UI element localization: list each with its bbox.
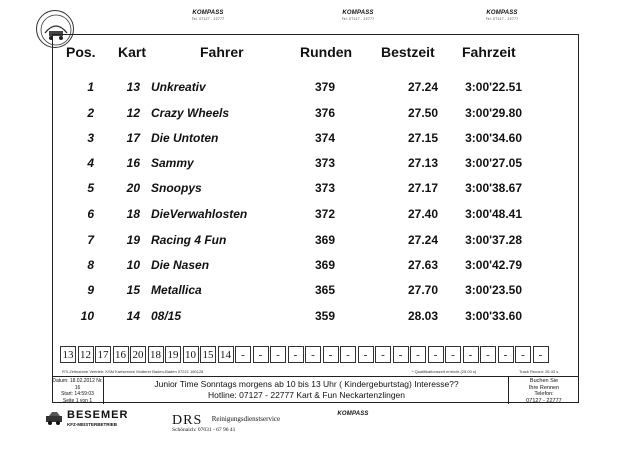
position: 7 — [87, 233, 94, 247]
kart-number: 13 — [126, 80, 140, 94]
kart-number: 12 — [126, 106, 140, 120]
kart-box: - — [428, 346, 444, 363]
driver-name: Snoopys — [151, 181, 202, 195]
kart-number: 16 — [126, 156, 140, 170]
kart-box: - — [358, 346, 374, 363]
kart-box: - — [480, 346, 496, 363]
result-row — [0, 309, 639, 325]
kart-box: 13 — [60, 346, 76, 363]
laps: 376 — [314, 106, 336, 120]
result-row — [0, 207, 639, 223]
result-row — [0, 80, 639, 96]
kart-box: - — [498, 346, 514, 363]
kart-box: - — [393, 346, 409, 363]
position: 2 — [87, 106, 94, 120]
sponsor-logo-bottom: KOMPASS — [337, 411, 369, 417]
sponsor-logo: KOMPASS Tel. 07127 - 22777 — [485, 10, 519, 21]
result-row — [0, 233, 639, 249]
laps: 374 — [314, 131, 336, 145]
drs-tagline: Reinigungsdienstservice — [211, 415, 281, 423]
car-icon — [44, 408, 64, 428]
kart-box: 18 — [148, 346, 164, 363]
total-time: 3:00'37.28 — [465, 233, 522, 247]
position: 3 — [87, 131, 94, 145]
info-bar — [52, 376, 579, 404]
best-time: 27.40 — [407, 207, 438, 221]
kart-box: - — [410, 346, 426, 363]
position: 8 — [87, 258, 94, 272]
kart-order-boxes — [60, 346, 550, 366]
position: 1 — [87, 80, 94, 94]
sponsor-logo: KOMPASS Tel. 07127 - 22777 — [191, 10, 225, 21]
kart-box: 16 — [113, 346, 129, 363]
total-time: 3:00'38.67 — [465, 181, 522, 195]
driver-name: Sammy — [151, 156, 194, 170]
kart-number: 14 — [126, 309, 140, 323]
booking-line-2: Ihre Rennen — [528, 384, 560, 391]
kart-box: - — [253, 346, 269, 363]
kart-box: 20 — [130, 346, 146, 363]
kart-box: - — [288, 346, 304, 363]
promo-text — [104, 379, 509, 401]
kart-number: 18 — [126, 207, 140, 221]
kart-number: 17 — [126, 131, 140, 145]
driver-name: DieVerwahlosten — [151, 207, 248, 221]
sponsor-logo: KOMPASS Tel. 07127 - 22777 — [341, 10, 375, 21]
driver-name: Metallica — [151, 283, 202, 297]
kart-box: 10 — [183, 346, 199, 363]
laps: 379 — [314, 80, 336, 94]
kart-box: - — [375, 346, 391, 363]
position: 5 — [87, 181, 94, 195]
best-time: 27.17 — [407, 181, 438, 195]
position: 10 — [80, 309, 94, 323]
kart-box: - — [445, 346, 461, 363]
kart-box: 19 — [165, 346, 181, 363]
driver-name: 08/15 — [151, 309, 182, 323]
position: 6 — [87, 207, 94, 221]
race-date: Datum: 18.02.2012 Nr. 16 — [52, 378, 103, 391]
total-time: 3:00'22.51 — [465, 80, 522, 94]
booking-line-3: Telefon: — [534, 391, 554, 397]
laps: 369 — [314, 233, 336, 247]
total-time: 3:00'23.50 — [465, 283, 522, 297]
best-time: 27.70 — [407, 283, 438, 297]
total-time: 3:00'27.05 — [465, 156, 522, 170]
drs-ad — [172, 411, 281, 433]
page-number: Seite 1 von 1 — [62, 397, 93, 404]
kart-box: - — [323, 346, 339, 363]
driver-name: Crazy Wheels — [151, 106, 230, 120]
driver-name: Die Nasen — [151, 258, 210, 272]
laps: 373 — [314, 156, 336, 170]
booking-line-1: Buchen Sie — [529, 378, 559, 384]
laps: 369 — [314, 258, 336, 272]
result-row — [0, 283, 639, 299]
kart-number: 19 — [126, 233, 140, 247]
promo-line-2: Hotline: 07127 - 22777 Kart & Fun Neckartenzlingen — [207, 390, 406, 400]
laps: 372 — [314, 207, 336, 221]
kart-box: 15 — [200, 346, 216, 363]
kart-box: - — [340, 346, 356, 363]
drs-name: DRS — [172, 413, 203, 428]
header-laps: Runden — [300, 44, 353, 60]
header-kart: Kart — [118, 44, 147, 60]
kart-number: 10 — [126, 258, 140, 272]
driver-name: Racing 4 Fun — [151, 233, 227, 247]
result-row — [0, 258, 639, 274]
best-time: 27.24 — [407, 80, 438, 94]
besemer-name: BESEMER — [67, 409, 129, 421]
best-time: 28.03 — [407, 309, 438, 323]
kart-box: 14 — [218, 346, 234, 363]
laps: 359 — [314, 309, 336, 323]
best-time: 27.15 — [407, 131, 438, 145]
promo-line-1: Junior Time Sonntags morgens ab 10 bis 13 Uhr ( Kindergeburtstag) Interesse?? — [154, 379, 459, 389]
race-info — [52, 377, 104, 404]
position: 9 — [87, 283, 94, 297]
best-time: 27.13 — [407, 156, 438, 170]
qualification-note: * Qualifikationszeit erreicht (25.00 s) — [412, 369, 477, 374]
laps: 365 — [314, 283, 336, 297]
track-record-note: Track Record: 26.43 s — [519, 369, 559, 374]
kart-box: - — [235, 346, 251, 363]
kart-box: 17 — [95, 346, 111, 363]
kart-box: 12 — [78, 346, 94, 363]
total-time: 3:00'29.80 — [465, 106, 522, 120]
driver-name: Die Untoten — [151, 131, 219, 145]
position: 4 — [87, 156, 94, 170]
kart-box: - — [270, 346, 286, 363]
total-time: 3:00'42.79 — [465, 258, 522, 272]
header-driver: Fahrer — [200, 44, 244, 60]
result-row — [0, 156, 639, 172]
besemer-tagline: KFZ-MEISTERBETRIEB — [67, 422, 117, 427]
kart-box: - — [305, 346, 321, 363]
total-time: 3:00'48.41 — [465, 207, 522, 221]
booking-info — [508, 377, 579, 404]
header-position: Pos. — [66, 44, 96, 60]
kart-box: - — [463, 346, 479, 363]
total-time: 3:00'33.60 — [465, 309, 522, 323]
booking-phone: 07127 - 22777 — [526, 397, 562, 404]
header-total-time: Fahrzeit — [462, 44, 516, 60]
total-time: 3:00'34.60 — [465, 131, 522, 145]
kart-box: - — [533, 346, 549, 363]
laps: 373 — [314, 181, 336, 195]
result-row — [0, 181, 639, 197]
kart-number: 20 — [126, 181, 140, 195]
drs-address: Schönaich: 07031 - 67 96 41 — [172, 427, 236, 433]
best-time: 27.24 — [407, 233, 438, 247]
driver-name: Unkreativ — [151, 80, 206, 94]
result-row — [0, 131, 639, 147]
kart-box: - — [515, 346, 531, 363]
kart-number: 15 — [126, 283, 140, 297]
best-time: 27.50 — [407, 106, 438, 120]
header-best-time: Bestzeit — [381, 44, 435, 60]
best-time: 27.63 — [407, 258, 438, 272]
race-start: Start: 14:59:03 — [61, 391, 94, 397]
timing-vendor-note: RTi-Zeitnahme Vertrieb: KSM Kartservice Mutterer Baden-Baden 07221 180128 — [62, 369, 204, 374]
result-row — [0, 106, 639, 122]
